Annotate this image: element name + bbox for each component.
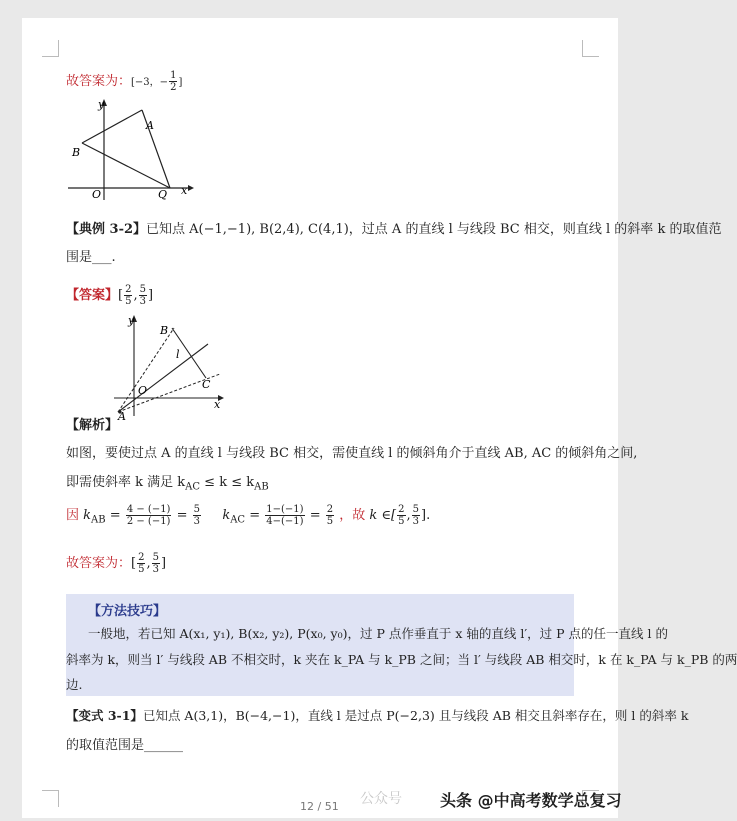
answer-1: 故答案为：[−3，− $\frac{1}{2}$ ] (66, 70, 183, 93)
x-axis-label: x (214, 398, 221, 411)
method-line2: 斜率为 k，则当 l′ 与线段 AB 不相交时，k 夹在 k_PA 与 k_PB 之间；当 l′ 与线段 AB 相交时，k 在 k_PA 与 k_PB 的两 (66, 652, 737, 667)
method-line3: 边. (66, 677, 83, 692)
answer-1-label: 故答案为： (66, 74, 132, 89)
y-axis-label: y (128, 314, 135, 327)
analysis-formula: 因 $k_{AB}$ = $\frac{4 - (-1)}{2 - (-1)}$ = $\frac{5}{3}$ $k_{AC}$ = $\frac{1-(-1)}{4-(-1)}$ = $\frac{2}{5}$ ，故 k ∈[ $\frac{2}{5}$ , $\frac{5}{3}$ ]. (66, 504, 431, 527)
method-title: 【方法技巧】 (88, 604, 167, 619)
y-axis-label: y (98, 98, 105, 111)
origin-label: O (92, 188, 102, 201)
point-B-label: B (72, 146, 81, 159)
origin-label: O (138, 384, 148, 397)
method-line1: 一般地，若已知 A(x₁, y₁), B(x₂, y₂), P(x₀, y₀)，过 P 点作垂直于 x 轴的直线 l′，过 P 点的任一直线 l 的 (88, 626, 668, 641)
point-C-label: C (202, 378, 211, 391)
variant-3-1-line2: 的取值范围是______ (66, 738, 184, 753)
crop-mark-top-left (42, 40, 59, 57)
watermark-toutiao: 头条 @中高考数学总复习 (440, 791, 622, 810)
point-Q-label: Q (158, 188, 168, 201)
x-axis-label: x (181, 184, 188, 197)
page-number: 12 / 51 (300, 800, 339, 813)
figure-2 (104, 310, 234, 423)
variant-3-1-line1: 【变式 3-1】已知点 A(3,1)，B(−4,−1)，直线 l 是过点 P(−2,3) 且与线段 AB 相交且斜率存在，则 l 的斜率 k (66, 708, 689, 723)
crop-mark-bottom-left (42, 790, 59, 807)
fraction: $\frac{1}{2}$ (170, 70, 177, 93)
line-l-label: l (176, 348, 180, 361)
point-A-label: A (146, 119, 154, 132)
analysis-line1: 如图，要使过点 A 的直线 l 与线段 BC 相交，需使直线 l 的倾斜角介于直线 AB, AC 的倾斜角之间, (66, 446, 638, 461)
example-3-2-line2: 围是___. (66, 250, 116, 265)
analysis-line2: 即需使斜率 k 满足 $k_{AC} \le k \le k_{AB}$ (66, 475, 269, 493)
watermark-wechat: 公众号 (360, 791, 402, 807)
example-3-2-line1: 【典例 3-2】已知点 A(−1,−1), B(2,4), C(4,1)，过点 A 的直线 l 与线段 BC 相交，则直线 l 的斜率 k 的取值范 (66, 222, 722, 237)
answer-2: 故答案为：[ $\frac{2}{5}$ , $\frac{5}{3}$ ] (66, 552, 167, 575)
point-B-label: B (160, 324, 169, 337)
example-tag: 【典例 3-2】 (66, 222, 147, 237)
answer-block: 【答案】[ $\frac{2}{5}$ , $\frac{5}{3}$ ] (66, 284, 154, 307)
analysis-tag: 【解析】 (66, 418, 119, 433)
figure-1 (60, 96, 200, 204)
point-A-label: A (118, 410, 126, 423)
answer-tag: 【答案】 (66, 288, 119, 303)
crop-mark-top-right (582, 40, 599, 57)
